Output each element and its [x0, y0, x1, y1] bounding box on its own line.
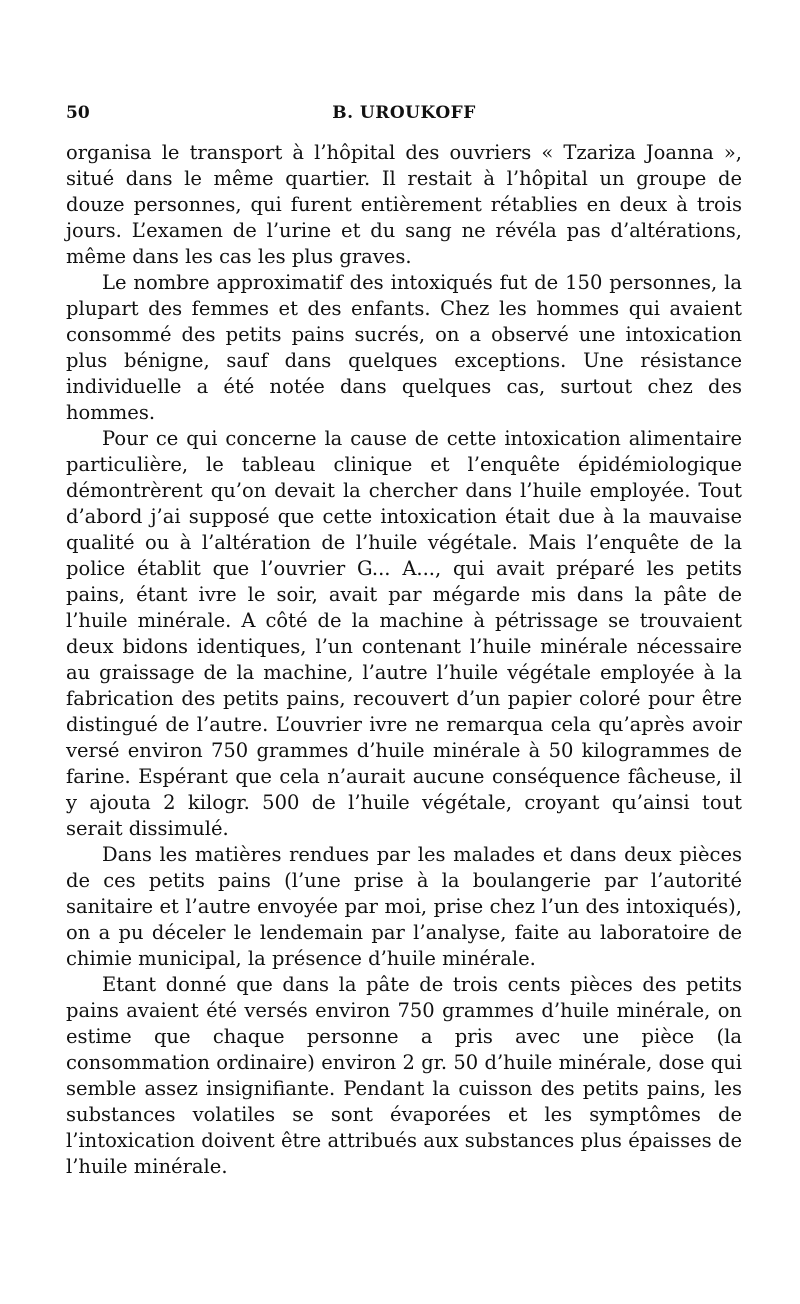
paragraph-1: organisa le transport à l’hôpital des ouvriers « Tzariza Joanna », situé dans le même quartier. Il restait à l’hôpital un groupe de douze personnes, qui furent entièrement rétablies en deux à trois jours. L’examen de l’urine et du sang ne révéla pas d’altérations, même dans les cas les plus graves.: [66, 141, 742, 268]
body-text: [66, 140, 742, 1180]
paragraph-2: Le nombre approximatif des intoxiqués fut de 150 personnes, la plupart des femmes et des enfants. Chez les hommes qui avaient consommé des petits pains sucrés, on a observé une intoxication plus bénigne, sauf dans quelques exceptions. Une résistance individuelle a été notée dans quelques cas, surtout chez des hommes.: [66, 271, 742, 424]
page-number: 50: [66, 103, 90, 123]
page-header: [66, 98, 742, 128]
paragraph-3: Pour ce qui concerne la cause de cette intoxication alimentaire particulière, le tableau clinique et l’enquête épidémiologique démontrèrent qu’on devait la chercher dans l’huile employée. Tout d’abord j’ai supposé que cette intoxication était due à la mauvaise qualité ou à l’altération de l’huile végétale. Mais l’enquête de la police établit que l’ouvrier G... A..., qui avait préparé les petits pains, étant ivre le soir, avait par mégarde mis dans la pâte de l’huile minérale. A côté de la machine à pétrissage se trouvaient deux bidons identiques, l’un contenant l’huile minérale nécessaire au graissage de la machine, l’autre l’huile végétale employée à la fabrication des petits pains, recouvert d’un papier coloré pour être distingué de l’autre. L’ouvrier ivre ne remarqua cela qu’après avoir versé environ 750 grammes d’huile minérale à 50 kilogrammes de farine. Espérant que cela n’aurait aucune conséquence fâcheuse, il y ajouta 2 kilogr. 500 de l’huile végétale, croyant qu’ainsi tout serait dissimulé.: [66, 427, 742, 840]
paragraph-5: Etant donné que dans la pâte de trois cents pièces des petits pains avaient été versés environ 750 grammes d’huile minérale, on estime que chaque personne a pris avec une pièce (la consommation ordinaire) environ 2 gr. 50 d’huile minérale, dose qui semble assez insignifiante. Pendant la cuisson des petits pains, les substances volatiles se sont évaporées et les symptômes de l’intoxication doivent être attribués aux substances plus épaisses de l’huile minérale.: [66, 973, 742, 1178]
paragraph-4: Dans les matières rendues par les malades et dans deux pièces de ces petits pains (l’une prise à la boulangerie par l’autorité sanitaire et l’autre envoyée par moi, prise chez l’un des intoxiqués), on a pu déceler le lendemain par l’analyse, faite au laboratoire de chimie municipal, la présence d’huile minérale.: [66, 843, 742, 970]
document-page: [66, 98, 742, 1180]
running-title: B. UROUKOFF: [332, 103, 476, 123]
